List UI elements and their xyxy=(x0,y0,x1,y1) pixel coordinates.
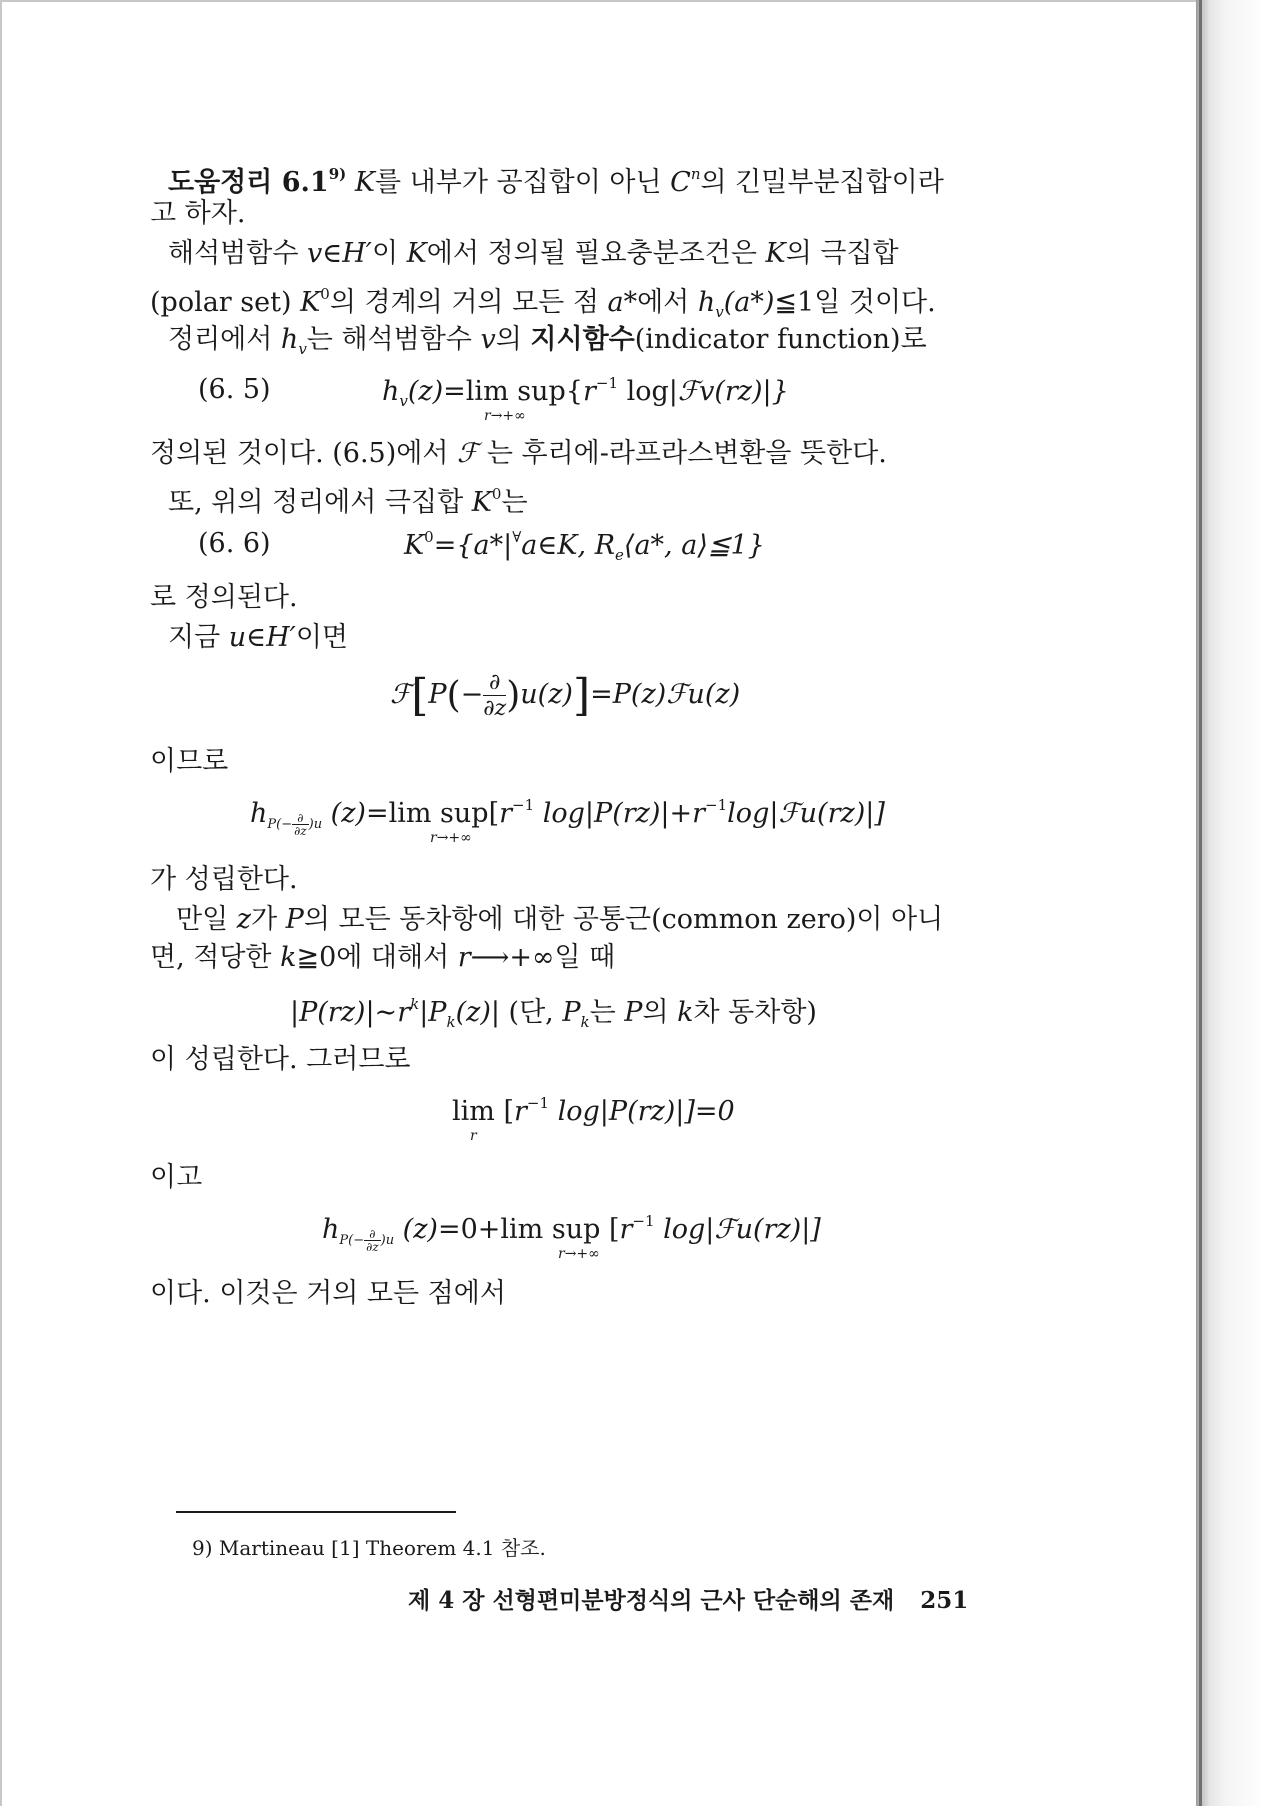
footnote-rule xyxy=(176,1511,456,1513)
para4-line-1: 로 정의된다. xyxy=(150,582,298,613)
lemma-label: 도움정리 6.1 xyxy=(168,167,329,198)
equation-6-5: $h_v(z)=\lim$ $sup\{r^{-1}$ log|ℱv(rz)|} xyxy=(382,374,789,410)
para6-line-1: 가 성립한다. xyxy=(150,864,298,895)
term-indicator-function: 지시함수 xyxy=(530,324,635,355)
para1-line-1: 해석범함수 v∈H′이 K에서 정의될 필요충분조건은 K의 극집합 xyxy=(168,238,899,269)
lemma-line-1: 도움정리 6.1$^{9)}$ K를 내부가 공집합이 아닌 $C^n$의 긴밀부분집합이라 xyxy=(168,165,944,198)
lemma-footnote-ref: 9) xyxy=(328,165,347,183)
equation-number-6-5: (6. 5) xyxy=(198,374,271,405)
footnote: 9) Martineau [1] Theorem 4.1 참조. xyxy=(192,1536,546,1560)
para5-line: 이므로 xyxy=(150,746,229,777)
equation-asymptotic: $|P(rz)|\sim r^k|P_k(z)|$ (단, $P_k$는 P의 k차 동차항) xyxy=(290,995,817,1031)
running-footer xyxy=(408,1582,968,1615)
para6-line-2: 만일 z가 P의 모든 동차항에 대한 공통근(common zero)이 아니 xyxy=(176,904,944,935)
limit-subscript: r→+∞ xyxy=(484,408,526,424)
equation-final-h: $h_{P(- \frac{\partial}{\partial z} )u}$ (z)=0+lim sup [$r^{-1}$ log|ℱu(rz)|] xyxy=(322,1212,821,1254)
equation-lim-zero: $\lim [r^{-1}$ log|P(rz)|]=0 xyxy=(452,1094,735,1127)
chapter-title: 제 4 장 선형편미분방정식의 근사 단순해의 존재 xyxy=(408,1587,895,1614)
page-edge-shadow xyxy=(1199,0,1202,1806)
para3-line-1: 정의된 것이다. (6.5)에서 ℱ 는 후리에-라프라스변환을 뜻한다. xyxy=(150,438,887,469)
limit-subscript: r xyxy=(470,1128,477,1144)
lemma-line-2: 고 하자. xyxy=(150,198,246,229)
para1-line-2: (polar set) $K^0$의 경계의 거의 모든 점 a*에서 $h_v(a*)≦1$일 것이다. xyxy=(150,285,936,321)
equation-number-6-6: (6. 6) xyxy=(198,528,271,559)
page-number: 251 xyxy=(920,1587,969,1614)
limit-subscript: r→+∞ xyxy=(430,830,472,846)
page-border-top xyxy=(0,0,1200,2)
para4-line-2: 지금 u∈H′이면 xyxy=(168,622,348,653)
equation-limsup-h: $h_{P(- \frac{\partial}{\partial z} )u}$ (z)=lim $sup[r^{-1}$ $\log|P(rz)|+r^{-1}\log|ℱu(rz)|$] xyxy=(250,796,885,838)
para7-line: 이 성립한다. 그러므로 xyxy=(150,1044,411,1075)
equation-fourier-transform: ℱ[P(− $\frac{\partial}{\partial z}$ )u(z)]=P(z)ℱu(z) xyxy=(390,669,741,721)
equation-6-6: $K^0=\{a*|^\forall a\in K$, $R_e⟨a*$, a⟩≦1} xyxy=(404,528,765,564)
para3-line-2: 또, 위의 정리에서 극집합 $K^0$는 xyxy=(168,485,528,518)
para8-line: 이고 xyxy=(150,1162,203,1193)
viewer-background xyxy=(1196,0,1264,1806)
partial-fraction: $\frac{\partial}{\partial z}$ xyxy=(483,669,507,721)
para2-line: 정리에서 $h_v$는 해석범함수 v의 지시함수(indicator function)로 xyxy=(168,324,927,358)
para6-line-3: 면, 적당한 k≧0에 대해서 r⟶+∞일 때 xyxy=(150,942,616,973)
page-border-left xyxy=(0,0,2,1806)
limit-subscript: r→+∞ xyxy=(558,1246,600,1262)
para9-line: 이다. 이것은 거의 모든 점에서 xyxy=(150,1278,506,1309)
